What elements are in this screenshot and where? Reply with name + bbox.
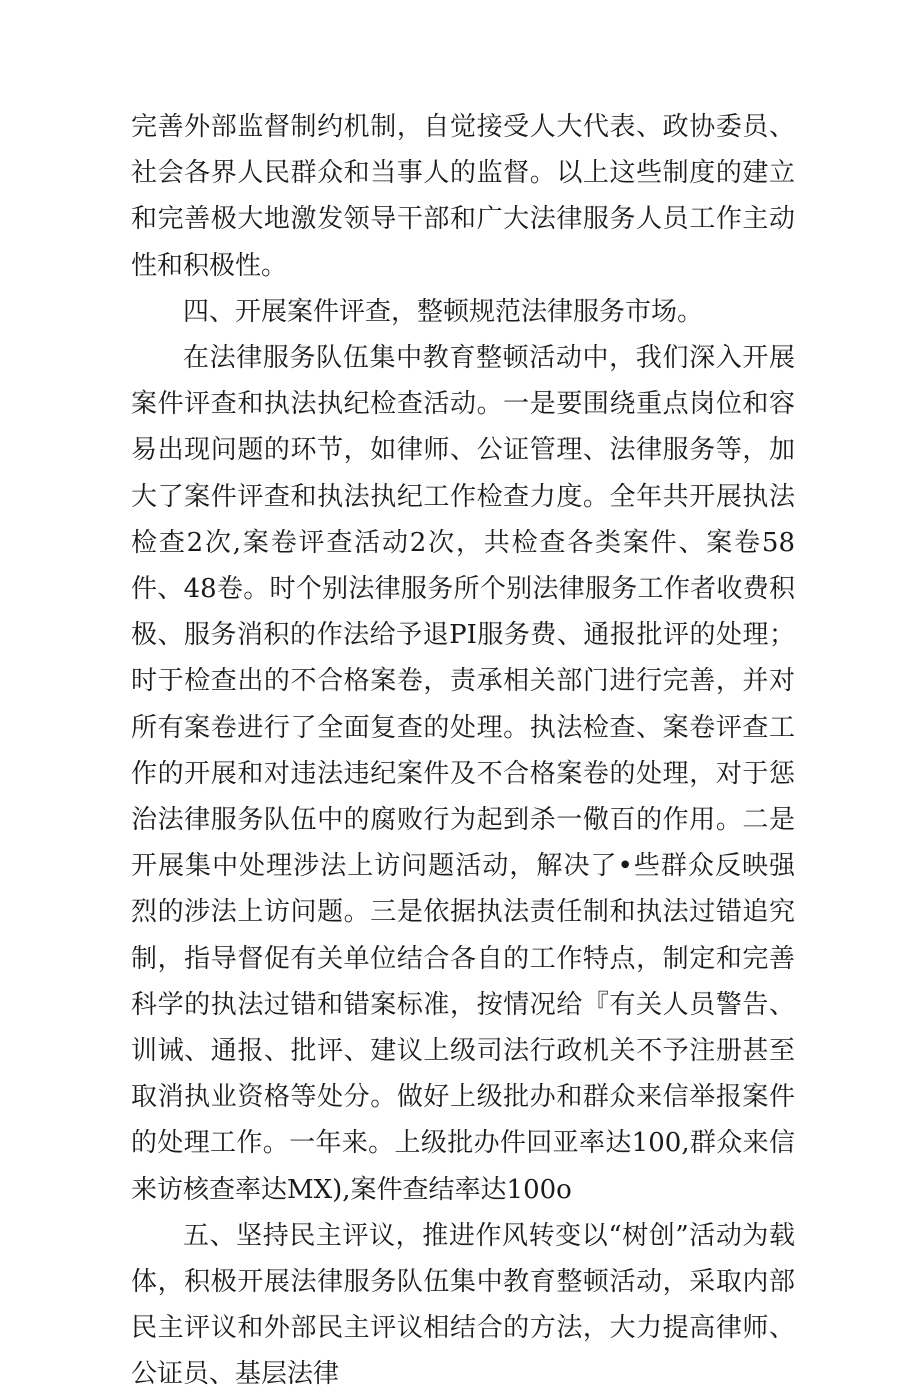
section-heading-four: 四、开展案件评查，整顿规范法律服务市场。 bbox=[183, 296, 704, 327]
document-body bbox=[131, 104, 795, 1398]
paragraph-case-review: 在法律服务队伍集中教育整顿活动中，我们深入开展案件评查和执法执纪检查活动。一是要围绕重点岗位和容易出现问题的环节，如律师、公证管理、法律服务等，加大了案件评查和执法执纪工作检查力度。全年共开展执法检查2次,案卷评查活动2次，共检查各类案件、案卷58件、48卷。时个别法律服务所个别法律服务工作者收费积极、服务消积的作法给予退PI服务费、通报批评的处理；时于检查出的不合格案卷，责承相关部门进行完善，并对所有案卷进行了全面复查的处理。执法检查、案卷评查工作的开展和对违法违纪案件及不合格案卷的处理，对于惩治法律服务队伍中的腐败行为起到杀一儆百的作用。二是开展集中处理涉法上访问题活动，解决了•些群众反映强烈的涉法上访问题。三是依据执法责任制和执法过错追究制，指导督促有关单位结合各自的工作特点，制定和完善科学的执法过错和错案标准，按情况给『有关人员警告、训诫、通报、批评、建议上级司法行政机关不予注册甚至取消执业资格等处分。做好上级批办和群众来信举报案件的处理工作。一年来。上级批办件回亚率达100,群众来信来访核查率达MX),案件查结率达100o bbox=[131, 343, 795, 1205]
paragraph-continuation: 完善外部监督制约机制，自觉接受人大代表、政协委员、社会各界人民群众和当事人的监督。以上这些制度的建立和完善极大地激发领导干部和广大法律服务人员工作主动性和积极性。 bbox=[131, 112, 795, 281]
section-heading-five: 五、坚持民主评议，推进作风转变以“树创”活动为载体，积极开展法律服务队伍集中教育整顿活动，采取内部民主评议和外部民主评议相结合的方法，大力提高律师、公证员、基层法律 bbox=[131, 1220, 795, 1390]
